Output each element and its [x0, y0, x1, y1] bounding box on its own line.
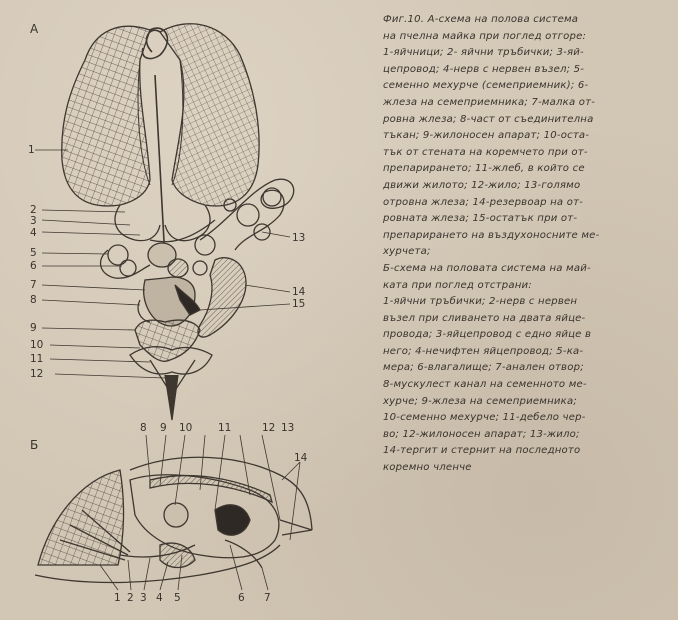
label-b-5: 5	[174, 592, 181, 604]
label-b-7: 7	[264, 592, 271, 604]
label-a-13: 13	[292, 232, 306, 244]
caption-line: движи жилото; 12-жило; 13-голямо	[383, 179, 581, 191]
caption-line: хурче; 9-жлеза на семеприемника;	[383, 395, 577, 407]
label-b-10: 10	[179, 422, 193, 434]
label-b-14: 14	[294, 452, 308, 464]
label-a-8: 8	[30, 294, 37, 306]
label-b-9: 9	[160, 422, 167, 434]
caption-line: ката при поглед отстрани:	[383, 279, 532, 291]
label-a-11: 11	[30, 353, 44, 365]
caption-line: во; 12-жилоносен апарат; 13-жило;	[383, 428, 580, 440]
figure-caption	[383, 12, 669, 477]
caption-line: мера; 6-влагалище; 7-анален отвор;	[383, 362, 584, 374]
caption-line: възел при сливането на двата яйце-	[383, 312, 586, 324]
leader-lines-b	[100, 435, 300, 590]
caption-line: 1-яйчници; 2- яйчни тръбички; 3-яй-	[383, 47, 584, 59]
label-b-11: 11	[218, 422, 232, 434]
label-a-15: 15	[292, 298, 306, 310]
caption-line: Б-схема на половата система на май-	[383, 262, 591, 274]
caption-line: Фиг.10. А-схема на полова система	[383, 14, 579, 25]
caption-line: препарирането; 11-жлеб, в който се	[383, 163, 585, 175]
label-a-9: 9	[30, 322, 37, 334]
label-b-1: 1	[114, 592, 121, 604]
caption-line: 14-тергит и стернит на последното	[383, 445, 581, 457]
label-b-2: 2	[127, 592, 134, 604]
panel-b-letter: Б	[30, 438, 39, 452]
caption-line: ровната жлеза; 15-остатък при от-	[383, 213, 578, 225]
label-a-7: 7	[30, 279, 37, 291]
label-b-6: 6	[238, 592, 245, 604]
label-b-3: 3	[140, 592, 147, 604]
label-a-3: 3	[30, 215, 37, 227]
caption-line: коремно членче	[383, 462, 472, 474]
label-a-10: 10	[30, 339, 44, 351]
panel-a-letter: А	[30, 22, 39, 36]
caption-line: тък от стената на коремчето при от-	[383, 146, 588, 158]
caption-line: 1-яйчни тръбички; 2-нерв с нервен	[383, 296, 578, 308]
label-a-4: 4	[30, 227, 37, 239]
caption-line: него; 4-нечифтен яйцепровод; 5-ка-	[383, 345, 584, 357]
caption-line: отровна жлеза; 14-резервоар на от-	[383, 196, 584, 208]
caption-line: 8-мускулест канал на семенното ме-	[383, 379, 587, 391]
label-b-12: 12	[262, 422, 276, 434]
label-a-12: 12	[30, 368, 44, 380]
label-a-14: 14	[292, 286, 306, 298]
caption-line: провода; 3-яйцепровод с едно яйце в	[383, 329, 592, 341]
caption-line: на пчелна майка при поглед отгоре:	[383, 30, 587, 42]
label-a-2: 2	[30, 204, 37, 216]
central-organs	[130, 243, 246, 420]
label-b-4: 4	[156, 592, 163, 604]
caption-line: препарирането на въздухоносните ме-	[383, 229, 600, 241]
caption-line: тъкан; 9-жилоносен апарат; 10-оста-	[383, 130, 590, 142]
caption-line: хурчета;	[383, 246, 431, 258]
caption-line: жлеза на семеприемника; 7-малка от-	[383, 96, 596, 108]
caption-line: ровна жлеза; 8-част от съединителна	[383, 113, 594, 125]
caption-line: семенно мехурче (семеприемник); 6-	[383, 80, 589, 92]
label-b-8: 8	[140, 422, 147, 434]
caption-line: 10-семенно мехурче; 11-дебело чер-	[383, 412, 586, 424]
label-b-13: 13	[281, 422, 295, 434]
label-a-5: 5	[30, 247, 37, 259]
label-a-6: 6	[30, 260, 37, 272]
label-a-1: 1	[28, 144, 35, 156]
caption-line: цепровод; 4-нерв с нервен възел; 5-	[383, 63, 585, 75]
